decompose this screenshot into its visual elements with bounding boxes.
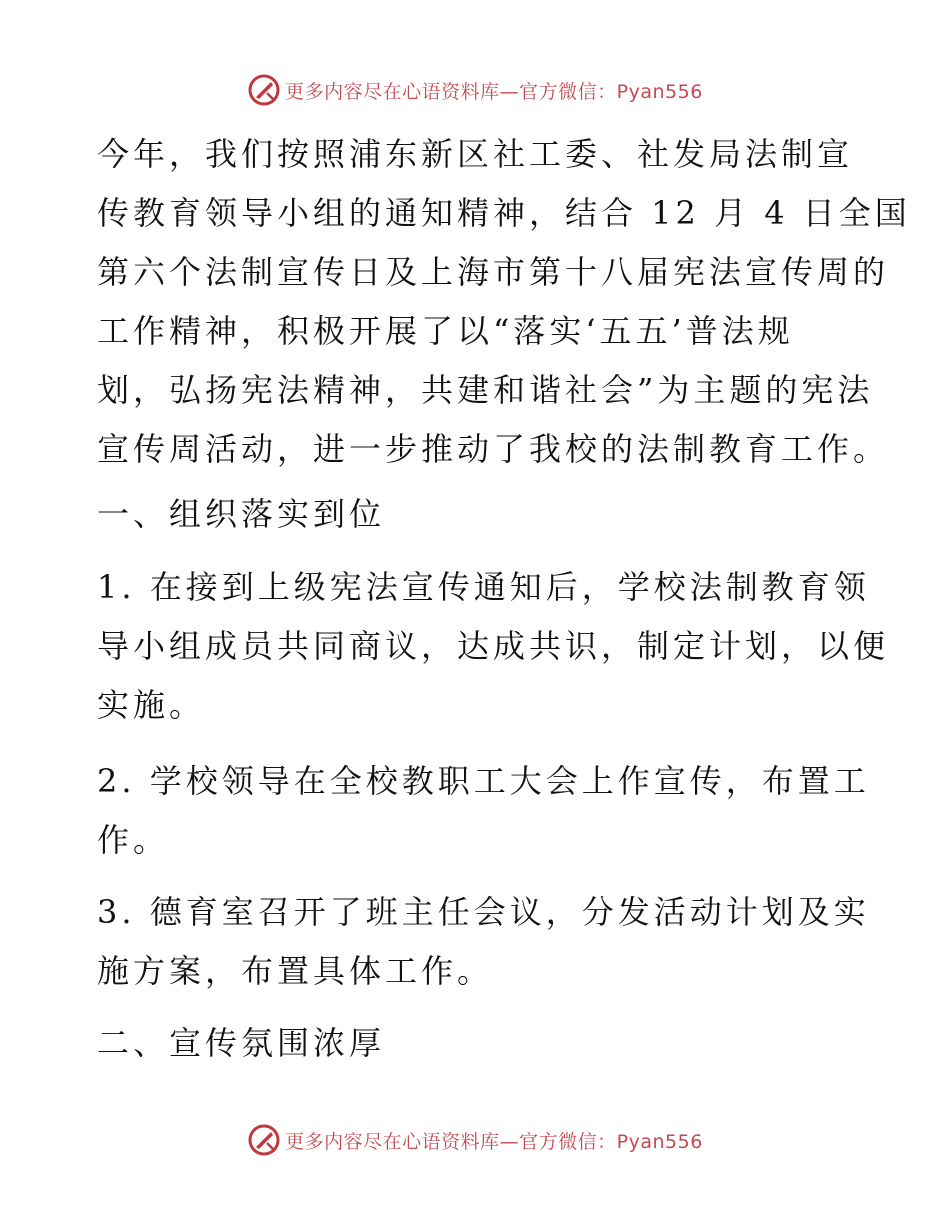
text-line: 1. 在接到上级宪法宣传通知后，学校法制教育领 (97, 568, 870, 606)
text-line: 划，弘扬宪法精神，共建和谐社会”为主题的宪法 (97, 371, 874, 409)
text-line: 传教育领导小组的通知精神，结合 12 月 4 日全国 (97, 194, 911, 232)
text-line: 施方案，布置具体工作。 (97, 952, 494, 990)
text-line: 工作精神，积极开展了以“落实‘五五’普法规 (97, 312, 794, 350)
text-line: 实施。 (97, 686, 206, 724)
text-line: 宣传周活动，进一步推动了我校的法制教育工作。 (97, 430, 890, 468)
footer-text: 更多内容尽在心语资料库—官方微信：Pyan556 (285, 1130, 703, 1153)
text-line: 2. 学校领导在全校教职工大会上作宣传，布置工 (97, 762, 870, 800)
section-heading-1 (97, 485, 857, 544)
header-text: 更多内容尽在心语资料库—官方微信：Pyan556 (285, 80, 703, 103)
item-paragraph-1 (97, 558, 890, 735)
item-paragraph-3 (97, 883, 870, 1001)
text-line: 导小组成员共同商议，达成共识，制定计划，以便 (97, 627, 890, 665)
footer-banner (0, 1120, 950, 1160)
heading-text: 一、组织落实到位 (97, 495, 386, 533)
quill-logo-icon (247, 1123, 281, 1157)
quill-logo-icon (247, 73, 281, 107)
text-line: 第六个法制宣传日及上海市第十八届宪法宣传周的 (97, 253, 890, 291)
text-line: 今年，我们按照浦东新区社工委、社发局法制宣 (97, 135, 854, 173)
heading-text: 二、宣传氛围浓厚 (97, 1024, 386, 1062)
section-heading-2 (97, 1014, 857, 1073)
text-line: 3. 德育室召开了班主任会议，分发活动计划及实 (97, 893, 870, 931)
header-banner (0, 70, 950, 110)
intro-paragraph (97, 125, 911, 479)
text-line: 作。 (97, 821, 170, 859)
item-paragraph-2 (97, 752, 870, 870)
